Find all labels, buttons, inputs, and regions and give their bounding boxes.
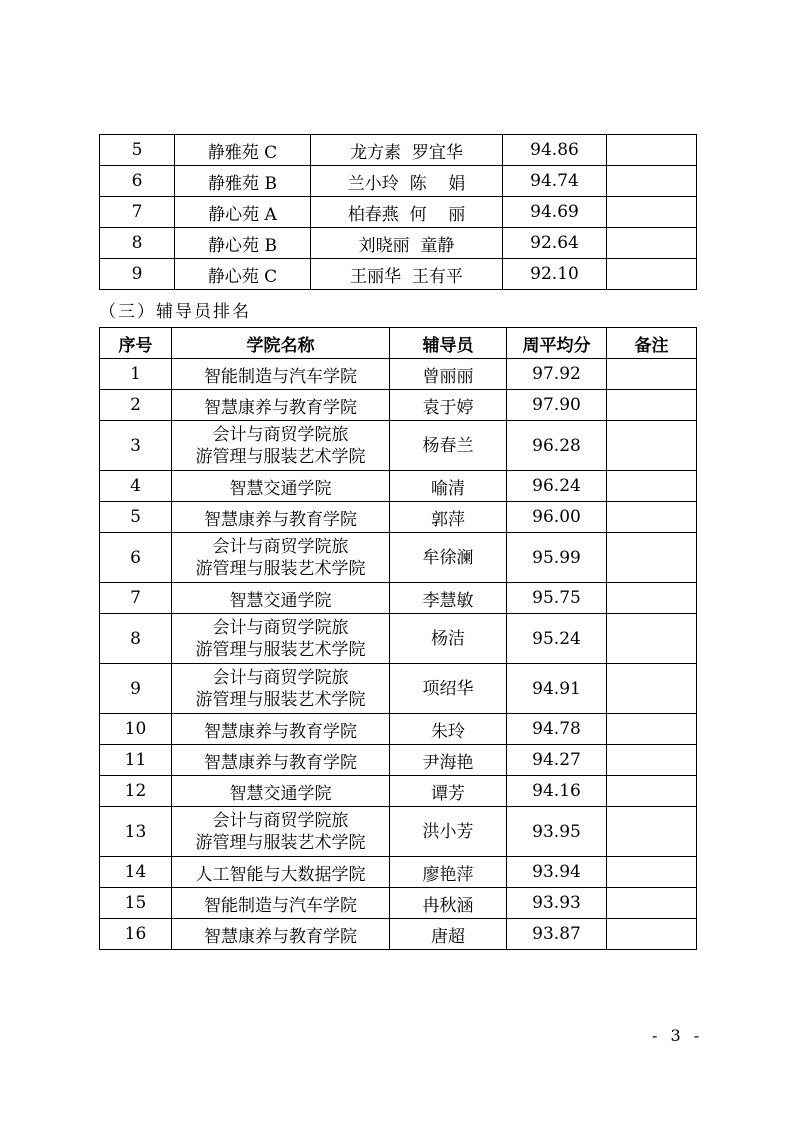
table-row	[100, 502, 697, 533]
row-note	[607, 807, 697, 857]
weekly-average-score: 94.69	[503, 197, 607, 228]
row-note	[607, 471, 697, 502]
header-index: 序号	[100, 328, 172, 359]
table-row	[100, 166, 697, 197]
weekly-average-score: 94.27	[507, 745, 607, 776]
row-note	[607, 714, 697, 745]
weekly-average-score: 93.87	[507, 919, 607, 950]
header-college: 学院名称	[172, 328, 390, 359]
row-index: 13	[100, 807, 172, 857]
table-row	[100, 888, 697, 919]
row-index: 5	[100, 135, 175, 166]
college-name-line: 游管理与服装艺术学院	[195, 558, 366, 579]
counselor-name: 谭芳	[390, 776, 507, 807]
row-note	[607, 390, 697, 421]
college-name-line: 游管理与服装艺术学院	[195, 639, 366, 660]
header-counselor: 辅导员	[390, 328, 507, 359]
college-name	[172, 533, 390, 583]
counselor-name: 杨洁	[390, 614, 507, 664]
college-name	[172, 471, 390, 502]
counselor-name: 曾丽丽	[390, 359, 507, 390]
college-name	[172, 421, 390, 471]
row-index: 16	[100, 919, 172, 950]
row-index: 6	[100, 166, 175, 197]
counselor-table-header-row	[100, 328, 697, 359]
college-name	[172, 888, 390, 919]
dorm-name: 静雅苑 B	[175, 166, 311, 197]
table-row	[100, 421, 697, 471]
counselor-name: 郭萍	[390, 502, 507, 533]
college-name-line: 会计与商贸学院旅	[212, 536, 349, 557]
row-index: 6	[100, 533, 172, 583]
row-note	[607, 197, 697, 228]
row-note	[607, 857, 697, 888]
weekly-average-score: 95.75	[507, 583, 607, 614]
row-note	[607, 776, 697, 807]
row-note	[607, 502, 697, 533]
college-name	[172, 919, 390, 950]
college-name-line: 会计与商贸学院旅	[212, 667, 349, 688]
section-heading: （三）辅导员排名	[99, 302, 251, 322]
college-name-line: 智慧康养与教育学院	[204, 509, 357, 530]
table-row	[100, 614, 697, 664]
row-index: 15	[100, 888, 172, 919]
college-name-line: 智慧康养与教育学院	[204, 752, 357, 773]
counselor-name: 唐超	[390, 919, 507, 950]
dorm-staff: 兰小玲 陈 娟	[311, 166, 503, 197]
row-note	[607, 166, 697, 197]
counselor-name: 牟徐澜	[390, 533, 507, 583]
college-name	[172, 390, 390, 421]
weekly-average-score: 93.94	[507, 857, 607, 888]
weekly-average-score: 93.93	[507, 888, 607, 919]
header-weekly-average: 周平均分	[507, 328, 607, 359]
counselor-name: 冉秋涵	[390, 888, 507, 919]
counselor-name: 杨春兰	[390, 421, 507, 471]
row-note	[607, 888, 697, 919]
counselor-name: 项绍华	[390, 664, 507, 714]
college-name-line: 智慧交通学院	[229, 783, 332, 804]
table-row	[100, 714, 697, 745]
row-index: 7	[100, 583, 172, 614]
college-name-line: 智慧康养与教育学院	[204, 397, 357, 418]
row-note	[607, 228, 697, 259]
table-row	[100, 533, 697, 583]
college-name	[172, 502, 390, 533]
college-name-line: 智能制造与汽车学院	[204, 366, 357, 387]
dorm-name: 静心苑 C	[175, 259, 311, 290]
weekly-average-score: 94.78	[507, 714, 607, 745]
row-note	[607, 533, 697, 583]
row-note	[607, 135, 697, 166]
college-name	[172, 359, 390, 390]
row-index: 10	[100, 714, 172, 745]
counselor-name: 廖艳萍	[390, 857, 507, 888]
table-row	[100, 776, 697, 807]
row-note	[607, 359, 697, 390]
weekly-average-score: 96.28	[507, 421, 607, 471]
dorm-staff: 龙方素 罗宜华	[311, 135, 503, 166]
row-index: 3	[100, 421, 172, 471]
dorm-ranking-table	[99, 134, 697, 290]
weekly-average-score: 95.99	[507, 533, 607, 583]
college-name	[172, 714, 390, 745]
weekly-average-score: 96.24	[507, 471, 607, 502]
row-index: 5	[100, 502, 172, 533]
dorm-name: 静雅苑 C	[175, 135, 311, 166]
college-name	[172, 745, 390, 776]
college-name-line: 会计与商贸学院旅	[212, 810, 349, 831]
table-row	[100, 857, 697, 888]
counselor-name: 洪小芳	[390, 807, 507, 857]
table-row	[100, 583, 697, 614]
college-name-line: 会计与商贸学院旅	[212, 617, 349, 638]
weekly-average-score: 94.91	[507, 664, 607, 714]
counselor-name: 李慧敏	[390, 583, 507, 614]
college-name	[172, 776, 390, 807]
dorm-name: 静心苑 B	[175, 228, 311, 259]
table-row	[100, 228, 697, 259]
weekly-average-score: 95.24	[507, 614, 607, 664]
row-note	[607, 421, 697, 471]
counselor-name: 朱玲	[390, 714, 507, 745]
dorm-staff: 王丽华 王有平	[311, 259, 503, 290]
row-note	[607, 664, 697, 714]
row-index: 1	[100, 359, 172, 390]
row-note	[607, 614, 697, 664]
college-name	[172, 583, 390, 614]
table-row	[100, 745, 697, 776]
counselor-ranking-table-body	[100, 359, 697, 950]
counselor-ranking-table	[99, 327, 697, 950]
weekly-average-score: 97.90	[507, 390, 607, 421]
college-name-line: 游管理与服装艺术学院	[195, 832, 366, 853]
row-index: 7	[100, 197, 175, 228]
row-index: 11	[100, 745, 172, 776]
table-row	[100, 197, 697, 228]
college-name-line: 智慧交通学院	[229, 590, 332, 611]
table-row	[100, 359, 697, 390]
table-row	[100, 390, 697, 421]
row-index: 4	[100, 471, 172, 502]
college-name-line: 游管理与服装艺术学院	[195, 689, 366, 710]
row-index: 8	[100, 228, 175, 259]
row-index: 14	[100, 857, 172, 888]
table-row	[100, 135, 697, 166]
row-index: 12	[100, 776, 172, 807]
table-row	[100, 471, 697, 502]
row-index: 8	[100, 614, 172, 664]
table-row	[100, 259, 697, 290]
weekly-average-score: 96.00	[507, 502, 607, 533]
weekly-average-score: 93.95	[507, 807, 607, 857]
row-note	[607, 259, 697, 290]
page-number: - 3 -	[652, 1026, 704, 1045]
row-note	[607, 583, 697, 614]
weekly-average-score: 97.92	[507, 359, 607, 390]
college-name	[172, 807, 390, 857]
college-name-line: 智慧康养与教育学院	[204, 721, 357, 742]
weekly-average-score: 92.10	[503, 259, 607, 290]
dorm-ranking-table-body	[100, 135, 697, 290]
dorm-name: 静心苑 A	[175, 197, 311, 228]
weekly-average-score: 92.64	[503, 228, 607, 259]
college-name-line: 智能制造与汽车学院	[204, 895, 357, 916]
college-name-line: 智慧康养与教育学院	[204, 926, 357, 947]
dorm-staff: 刘晓丽 童静	[311, 228, 503, 259]
dorm-staff: 柏春燕 何 丽	[311, 197, 503, 228]
row-index: 9	[100, 664, 172, 714]
counselor-name: 袁于婷	[390, 390, 507, 421]
row-index: 9	[100, 259, 175, 290]
header-note: 备注	[607, 328, 697, 359]
row-note	[607, 745, 697, 776]
row-note	[607, 919, 697, 950]
row-index: 2	[100, 390, 172, 421]
college-name	[172, 614, 390, 664]
table-row	[100, 919, 697, 950]
table-row	[100, 664, 697, 714]
college-name	[172, 664, 390, 714]
college-name-line: 会计与商贸学院旅	[212, 424, 349, 445]
college-name-line: 人工智能与大数据学院	[195, 864, 366, 885]
table-row	[100, 807, 697, 857]
weekly-average-score: 94.74	[503, 166, 607, 197]
college-name-line: 智慧交通学院	[229, 478, 332, 499]
weekly-average-score: 94.86	[503, 135, 607, 166]
counselor-name: 尹海艳	[390, 745, 507, 776]
college-name	[172, 857, 390, 888]
weekly-average-score: 94.16	[507, 776, 607, 807]
counselor-name: 喻清	[390, 471, 507, 502]
college-name-line: 游管理与服装艺术学院	[195, 446, 366, 467]
